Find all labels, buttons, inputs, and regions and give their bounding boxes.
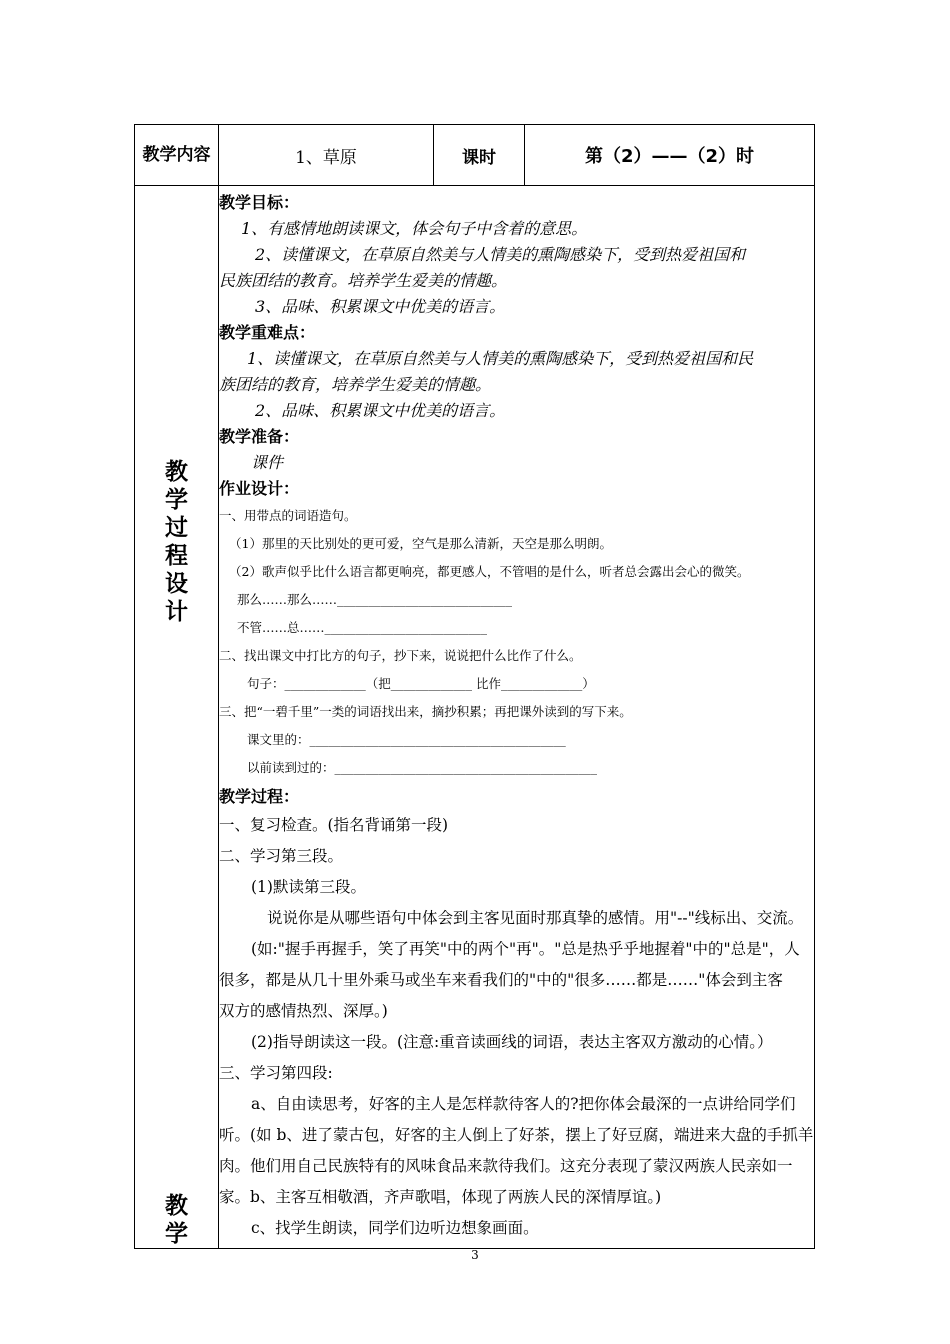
homework-line: 以前读到过的：__________________________________________ (247, 760, 598, 775)
homework-heading: 作业设计： (219, 479, 300, 498)
process-heading: 教学过程： (219, 787, 300, 806)
session-info: 第（2）——（2）时 (525, 125, 815, 186)
preparation-heading: 教学准备： (219, 427, 300, 446)
process-line: (如:"握手再握手，笑了再笑"中的两个"再"。"总是热乎乎地握着"中的"总是"，人 (251, 940, 800, 958)
process-line: (2)指导朗读这一段。(注意:重音读画线的词语，表达主客双方激动的心情。） (251, 1033, 773, 1051)
process-line: 听。(如 b、进了蒙古包，好客的主人倒上了好茶，摆上了好豆腐，端进来大盘的手抓羊 (219, 1126, 814, 1144)
header-row (135, 125, 815, 186)
objective-line: 1、有感情地朗读课文，体会句子中含着的意思。 (241, 219, 588, 238)
content-cell (219, 186, 815, 1249)
objectives-heading: 教学目标： (219, 193, 300, 212)
homework-line: 三、把“一碧千里”一类的词语找出来，摘抄积累；再把课外读到的写下来。 (219, 704, 632, 719)
objective-line: 2、读懂课文，在草原自然美与人情美的熏陶感染下，受到热爱祖国和 (255, 245, 746, 264)
page-number: 3 (471, 1248, 479, 1262)
process-line: 家。b、主客互相敬酒，齐声歌唱，体现了两族人民的深情厚谊。) (219, 1188, 662, 1206)
process-line: (1)默读第三段。 (251, 878, 366, 896)
lesson-title: 1、草原 (219, 125, 434, 186)
homework-line: （1）那里的天比别处的更可爱，空气是那么清新，天空是那么明朗。 (229, 536, 612, 551)
process-line: 二、学习第三段。 (219, 847, 344, 865)
period-label: 课时 (434, 125, 525, 186)
homework-line: 那么……那么……____________________________ (237, 592, 513, 607)
homework-line: 不管……总……__________________________ (237, 620, 488, 635)
process-line: 双方的感情热烈、深厚。) (219, 1002, 388, 1020)
objective-line: 民族团结的教育。培养学生爱美的情趣。 (219, 271, 508, 290)
key-points-heading: 教学重难点： (219, 323, 316, 342)
objective-line: 3、品味、积累课文中优美的语言。 (255, 297, 506, 316)
process-line: 肉。他们用自己民族特有的风味食品来款待我们。这充分表现了蒙汉两族人民亲如一 (219, 1157, 793, 1175)
process-line: 三、学习第四段: (219, 1064, 333, 1082)
key-point-line: 1、读懂课文，在草原自然美与人情美的熏陶感染下，受到热爱祖国和民 (247, 349, 754, 368)
preparation-text: 课件 (251, 453, 284, 472)
homework-line: 课文里的：_________________________________________ (247, 732, 566, 747)
lesson-plan-table (134, 124, 815, 1249)
process-line: 很多，都是从几十里外乘马或坐车来看我们的"中的"很多……都是……"体会到主客 (219, 971, 783, 989)
process-line: 说说你是从哪些语句中体会到主客见面时那真挚的感情。用"--"线标出、交流。 (267, 909, 804, 927)
key-point-line: 2、品味、积累课文中优美的语言。 (255, 401, 506, 420)
process-line: c、找学生朗读，同学们边听边想象画面。 (251, 1219, 539, 1237)
side-bottom-label: 教 学 (165, 1193, 188, 1247)
homework-line: （2）歌声似乎比什么语言都更响亮，都更感人，不管唱的是什么，听者总会露出会心的微笑。 (229, 564, 750, 579)
content-label: 教学内容 (135, 125, 219, 186)
side-column (135, 186, 219, 1249)
homework-line: 句子：_____________（把_____________ 比作_____________） (247, 676, 595, 691)
process-line: 一、复习检查。(指名背诵第一段) (219, 816, 449, 834)
process-design-label: 教 学 过 程 设 计 (165, 459, 188, 625)
key-point-line: 族团结的教育，培养学生爱美的情趣。 (219, 375, 492, 394)
body-row (135, 186, 815, 1249)
homework-line: 二、找出课文中打比方的句子，抄下来，说说把什么比作了什么。 (219, 648, 582, 663)
homework-line: 一、用带点的词语造句。 (219, 508, 357, 523)
process-line: a、自由读思考，好客的主人是怎样款待客人的?把你体会最深的一点讲给同学们 (251, 1095, 796, 1113)
